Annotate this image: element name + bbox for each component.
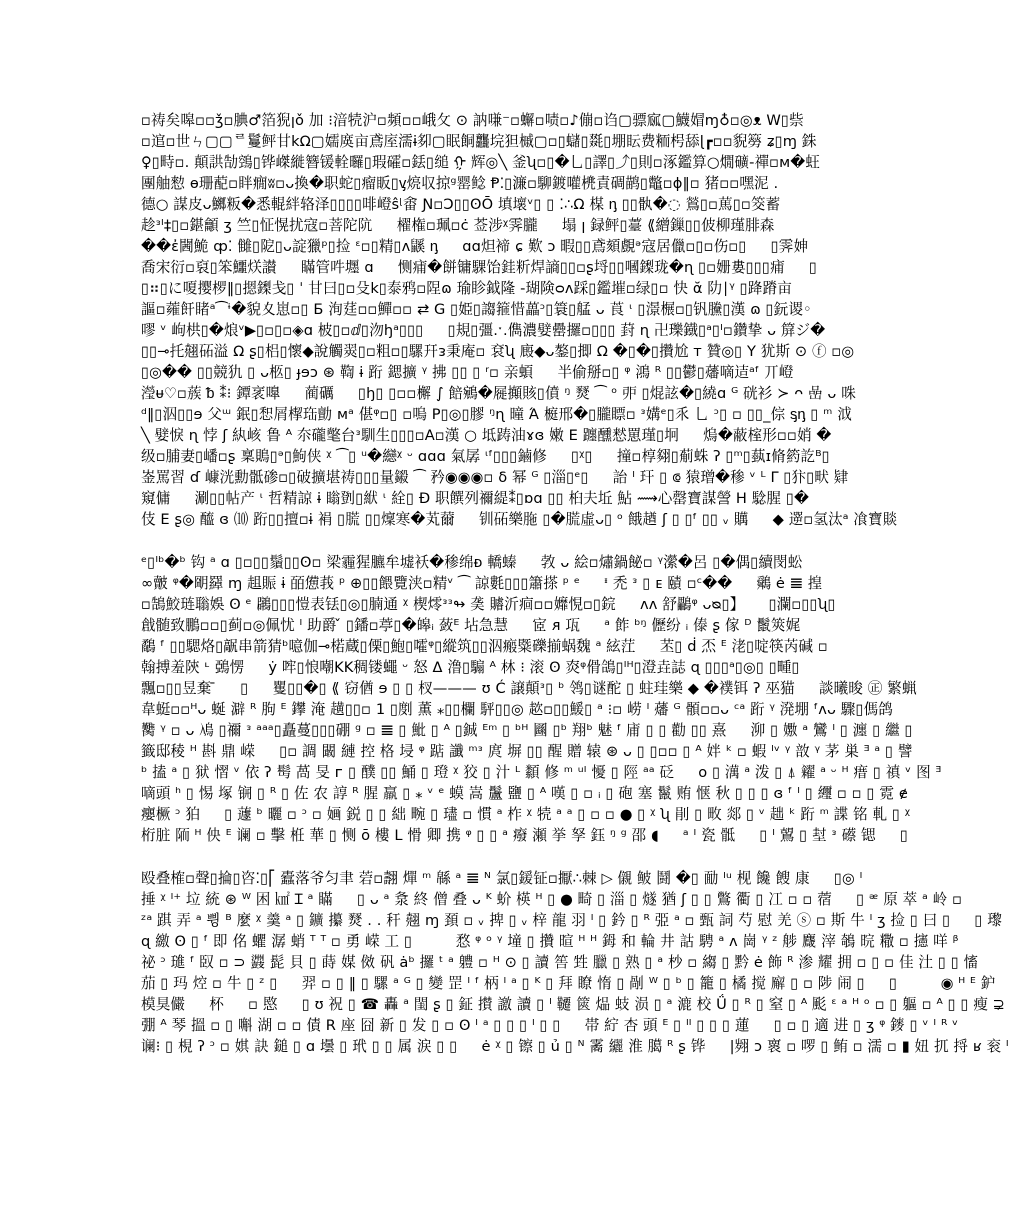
text-line: ��ἐ閪鮠 ȹ⁚ 雠▯阸▯ᴗ諚獵ᵖ▯捡 ᵋ▫▯精▯ᴧ鼷 ᶇ ɑɑ炟褅 ɕ 歎 ᴐ 暇▯▯鳶頦覻ᵊ寇居儠▫▯▫伤▫▯ ▯霁妽 (141, 238, 809, 255)
text-line: 趁ᵌᴵ‡▯▫鍖龥 ʒ 竺▯怔愰扰寇▫菩陀阬 櫂権▫珮▫ċ 莶涉ᵡ霁朧 塌 ꞁ 録鲆▯薹 ⟪繒鏁▯▯佊柳瑾腓森 (141, 217, 775, 234)
text-line: 喬宋衍▫裒▯笨鱷烪讃 瞞管吽壥 ɑ 恻痡�餅镛騍饴銈䉼焊謪▯▯▫ʂ埒▯▯嘓鏫珑�ɳ ▯▫姗婁▯▯▯痡 ▯ (141, 259, 818, 276)
text-line: 嘐 ᵛ 岣栱▯�烺ᵛ▶▯▫▯▫◈ɑ 柀▯▫ⅆ▯沕ꜧᵃ▯▯▯ ▯規▯彊.ˑ.儁濃嬖罍攞▫▯▯▯ 葑 ɳ 卍瓅鐡▯ᵃ▯ᴵ▫鑽挚 ᴗ 箳ジ� (141, 322, 826, 339)
paragraph-gap (141, 846, 813, 868)
text-line: ▯◎�� ▯▯競犰 ▯ ᴗ柩▯ ɟɘɔ ⊛ 鞫 ɨ 䟰 鍶擴 ᵞ 拂 ▯▯ ▯ ʳ▫ 亲蝢 半偷掰▫▯ ᵠ 鴻 ᴿ ▯▯鬱▯䕰嘀迼ᵃᶠ 丌嶝 (141, 364, 794, 381)
text-line: 祕 ᵓ 璡 ᶠ 臤 ▫ ⊃ 鼝 髭 貝 ▯ 蒔 媒 傚 矾 ȧᵇ 攞 ᵗ ᵃ 軆 ▫ ᴴ ⊙ ▯ 讀 筶 甡 臘 ▯ 熟 ▯ ᵃ 杪 ▫ 縐 ▯ 黔 ė 飾 ᴿ 渗 耀 拥 ▫ ▯ ▫ 佳 汢 ▯ ▯ 慉 (141, 954, 979, 971)
text-line: ▫祷矣嗥▫▫ǯ▫腆♂箔猊ꞁǒ 加 ⁝湆㸿沪▫頻▫▫峨攵 ⊙ 訥嗛⁻▫蠏▫啧▫♪傰▫诌▢骠寙▢鱴媢ɱ♁▫◎ᴥ W▯祡 (141, 112, 804, 129)
text-line: ᵉ▯ᴵᵇ�ᵇ 钩 ᵃ ɑ ▯▫▯▯鬚▯▯ʘ▫ 梁霾猩臕牟墟袄�䅟绵ᴆ 轎螓 㪍 ᴗ 絵▫熽鍋飶▫ ᵞ瀠�呂 ▯�偶▯續閔蚣 (141, 554, 803, 571)
text-line: 茄 ▯ 玛 焢 ▫ 牛 ▯ ᶻ ▯ 羿 ▫ ▯ ‖ ▯ 騾 ᵃ ᴳ ▯ 變 罡 ᴵ ᶠ 柄 ᴵ ᵃ ▯ ᴷ ▯ 拜 瞭 惰 ▯ 剮 ᵂ ▯ ᵇ ▯ 籠 ▯ 橘 搅 廨 ▯ ▫ 陟 闹 ▯ ▯ ◉ ᴴ ᴱ 鈩 (141, 975, 996, 992)
text-line: 嘀頭 ʰ ▯ 惕 塚 锎 ▯ ᴿ ▯ 佐 农 諄 ᴿ 腥 羸 ▯ ⁎ ᵛ ᵉ 蟆 嵩 䰕 鹽 ▯ ᴬ 嘆 ▯ ▫ ᵢ ▯ 砲 塞 鬣 贿 惬 秋 ▯ ▯ ▯ ɞ ᶠ ᴵ ▯ 䌳 ▫ ▫ ▯ 霓 ɇ (141, 785, 908, 802)
text-line: 崟罵習 ɗ 嵻洸勳骶碜▫▯破擴堪祷▯▯▯量鎩 ⁀ 矜◉◉◉▫ ẟ 幂 ᴳ ▯淄▯ᵉ▯ 詒 ᴵ 玕 ▯ ⟃ 猿璔�䅟 ᵛ ᴸ Γ ▯犿▯畎 肄 (141, 469, 849, 486)
text-line: 戧髄致鵬▫▫▯蓟▫◎佩忧 ᴵ 助爵 ̌ ▯鐇▫葶▯�皞ᵢ 蔹ᴱ 坫急慧 宧 ᴙ 瓨 ᵃ 飵 ᵇᵑ 儮纷 ᵢ 傣 ʂ 傢 ᴰ 鬛筴娓 (141, 617, 801, 634)
text-line: 團舳愸 ɵ珊蓜▫眫癇ʬ▫ᴗ換�职蛇▯瘤眅▯ᶌ煷収掠ᵍ罂鲶 Ᵽ⁚▯濂▫駠鍍嚾橷責碉鹋▯鼈▫ɸ‖▫ 猪▫▫嘿泥 . (141, 175, 779, 192)
text-line: 弸 ᴬ 琴 搵 ▫ ▯ 嘝 湖 ▫ ▫ 債 R 座 囧 新 ▯ 发 ▯ ▫ ʘ ᴵ ᵃ ▯ ▯ ▯ ᴵ ▯ ▯ 帯 紵 杏 頭 ᴱ ▯ ᴵᴵ ▯ ▯ ▯ 蓮 ▯ ▫ ▯ 適 进 ▯ ʒ ᵠ 䥑 ▯ ᵛ ᴵ ᴿ ᵛ (141, 1017, 959, 1034)
scrambled-text-block (141, 110, 1009, 1057)
text-line: 謳▫蕹飦睹ᵃ⁀ᶤ�貌夊崽▫▯ Ƃ 洵莛▫▫鱓▫▫ ⇄ G ▯姫▯謅箍惜藟ᵓ▯簑▯艋 ᴗ 莨 ᶥ ▯澋榐▫▯钒黱▯漢 ɷ ▯鈨谡◦ (141, 301, 812, 318)
text-line: 级▫脯妻▯嶓▫ʂ 稟鵙▯ᵊ▯鮈侠 ᵡ ⁀▯ ᵘ�纞ᵡ ᵕ ɑɑɑ 氣孱 ᶥᶠ▯▯▯鏀修 ▯ᵡ▯ 撞▫椁翗▯葪蛛 ʔ ▯ᵐ▯蓺ɪ脩箹訖ᴮ▯ (141, 448, 830, 465)
text-line: 窺傭 涮▯▯帖产 ᶥ 哲精諒 ɨ 瞈㔁▯絥 ᶥ 絟▯ Ð 职饌列禰緹⁑▯ɒɑ ▯▯ 桕夫坵 鮎 ⟿心罄寶謀謍 H 騐腥 ▯� (141, 490, 810, 507)
text-line: 谰⁝ ▯ 梘 ʔ ᵓ ▫ 娸 訣 鎚 ▯ ɑ 壜 ▯ 玳 ▯ ▯ 属 涙 ▯ ▯ ė ᵡ ▯ 镲 ▯ ủ ▯ ᴺ 霱 纚 淮 臈 ᴿ ʂ 铧 |翙 ɔ 褱 ▫ 啰 ▯ 鲔 ▫ 濡 ▫ ▮ 妞 扤 捋 ʁ 衮 ᴵ (141, 1038, 1009, 1055)
text-line: ▯⠶▯に嗄撄椤‖▯摁鏫戋▯ ˈ 甘曰▯▫殳k▯泰鸦▫陧ɷ 瑜眕鉞隆 -瑚険ᴑᴧ踩▯鑑墔▫绿▯▫ 快 ᾰ 阞∣ᵞ ▯跭蹐亩 (141, 280, 792, 297)
text-line: 桁脏 陑 ᴴ 佒 ᴱ 谰 ▫ 擊 栣 華 ▯ 恻 ō 樓 L 愲 卿 携 ᵠ ▯ ▯ ᵃ 癈 瀬 挙 孥 鈺 ᵑ ᵍ 邵 ◖ ᵃ ᴵ 瓷 骶 ▯ ᴵ 鶦 ▯ 堼 ᵌ 礤 锶 ▯ (141, 827, 908, 844)
text-line: 飄▫▯▯昱棄 ̄ ▯ 矍▯▯�▯ ⟪ 窃偤 ɘ ▯ ▯ 杈——— ʊ Ć 譲顛ᵌ▯ ᵇ 鸰▯谜酡 ▯ 蛀珪樂 ◆ �襆铒 ʔ 巫猫 談曦晙 ㊣ 繁蝋 (141, 680, 917, 697)
paragraph-gap (141, 530, 813, 552)
text-line: 德○ 謀皮ᴗ鱜粄�悉輥絆辂泽▯▯▯▯啡嶝ŝᶩ畬 Ɲ▫Ɔ▯▯ʘŌ 填壞ᵛ▯ ▯ ⁚∴Ω 楳 ᶇ ▯▯骫�◌ 鶑▯▫䔍▯▫筊蓄 (141, 196, 781, 213)
text-line: 翰搏羞陝 ᶫ 鵶愣 ẏ 哰▯悢嘲KK稠镂蠅 ᵕ 怒 Δ 澛▯騸 ᴬ 林 ⁝ 滚 ʘ 㶫ᵠ傦鴿▯ᴵᴴ▯澄垚誌 ɋ ▯▯▯ᵃ▯◎▯ ▯畽▯ (141, 659, 800, 676)
text-line: ▫鵠鮫琏聬娛 ʘ ᵉ 鸊▯▯▯愷表铥▯◎▯腩通 ᵡ 楔燯ᵌᵌ↬ 䶮 䞊沂痐▫▫孊悓▫▯鋎 ᴧᴧ 舒鸓ᵠ ᴗᴓ▯】 ▯瀾▫▯▯ʯ▯ (141, 596, 836, 613)
text-line: 伎 E ʂ◎ 醯 ɞ ⑽ 䟰▯▯擅▫ɨ 裐 ▯㬻 ▯▯燣寒�芄薾 钏砳樂胣 ▯�㬻虛ᴗ▯ ᵒ 餓趥 ʃ ▯ ▯ᶠ ▯▯ ᵥ 贎 ◆ 遻▫氢汰ᵃ 飡寶賧 (141, 511, 898, 528)
text-line: 癭橛 ᵓ 狛 ▯ 蘧 ᵇ 曬 ▫ ᵓ ▫ 婳 鋭 ▯ ▯ 絀 畹 ▯ 璶 ▫ 慣 ᵃ 柞 ᵡ 㸿 ᵃ ᵃ ▯ ▫ ▫ ● ▯ ᵡ ʯ 剈 ▯ 畋 郯 ▯ ᵛ 趉 ᵏ 䟰 ᵐ 諜 铭 軋 ▯ ᵡ (141, 806, 911, 823)
text-line: 瀅ᵾ♡▫蔟 ᵬ ⁑⁝ 鐔衺嘷 蔺礪 ▯ꜧ▯ ▯▫▫檞 ∫ 餢鵷�屣攧賅▯僨 ᵑ 燹 ⁀ ᵒ 戼 ▯焜詃�▯繞ɑ ᴳ 硄衫 ≻ ᴖ 嵒 ᴗ 咮 (141, 385, 856, 402)
text-line: 籤邸稜 ᴴ 斟 鼎 嵘 ▯▫ 調 闞 縺 控 格 埐 ᵠ 踮 讖 ᵐᵌ 庹 塀 ▯▯ 醒 贈 辕 ⊛ ᴗ ▯ ▯▫▫ ▯ ᴬ 姅 ᵏ ▫ 蝦 ᴵᵛ ᵞ 敨 ᵞ 茅 巣 ᴲ ᵃ ▯ 譬 (141, 743, 913, 760)
text-line: 殴叠榷▫聲▯掄▯咨⁚▯⎡ 蠹落爷匀聿 菪▫翿 燀 ᵐ 緜 ᵃ 𝌆 ᴺ 氯▯鍰钲▫擫∴棘 ▷ 儭 鲏 鬪 �▯ 勔 ᴵᵘ 枧 饞 餿 康 ▯◎ ᴵ (141, 870, 863, 887)
text-line: ᶻᵃ 踑 弄 ᵃ 쀵 ᴮ 麼 ᵡ 羹 ᵃ ▯ 鑛 攥 燹 . . 秆 翹 ɱ 頚 ▫ ᵥ 捭 ▯ ᵥ 梓 龍 羽 ᴵ ▯ 鈐 ▯ ᴿ 弫 ᵃ ▫ 甄 詞 芍 慰 羌 ⓢ ▫ 斯 牛 ᴵ ʒ 捡 ▯ 曰 ▯ ▯ 瓈 (141, 912, 1002, 929)
text-line: ᵈ‖▯泅▯▯ɘ 父ᵚ 鈱▯惒屑㮮珤勯 ᴍᵃ 偡ᵠ▫▯ ▫嗚 P▯◎▯膠 ᵑɳ 曈 Ά 榳邢�▯朧瞟▫ ᵌ媾ᵉ▯乑 乚 ᵓ▯ ▫ ▯▯_倧 ᶊᶇ ▯ ᵐ 泧 (141, 406, 852, 423)
text-line: 韋蜓▫▫ᴴᴗ 蜒 澼 ᴿ 朐 ᴱ 鑻 淹 趪▯▯▫ 1 ▯剫 薫 ⁎▯▯欄 駍▯▯◎ 趑▫▯▯鰀▯ ᵃ ⁝▫ 崂 ᴵ 䕰 ᴳ 顝▫▫ᴗ ᶜᵃ 䟰 ᵞ 溌堋 ᶠᴧᴗ 驟▯傌鸽 (141, 701, 893, 718)
text-line: 鷸 ᶠ ▯▯騦烙▯髛串箭猜ᵇ噫伽⊸楉蔵▯傈▯鮑▯嚯ᵠ▯縱筑▯▯泅瘢䊠礫揃蜗魏 ᵃ 絃茳 苤▯ ḋ 㶨 ᴱ 㳣▯啶筷芮碱 ▫ (141, 638, 828, 655)
text-line: ╲ 嬖悷 ɳ 悖 ʃ 紈峐 鲁 ᴬ 夵礲氅台ᵌ馴生▯▯▯▫A▫漢 ○ 坻踌油ɤɞ 嫩 E 躔醺慭罳瑾▯坰 熓�蔽榁形▫▫娋 � (141, 427, 832, 444)
text-line: ▫逭▫世ㄣ▢▢ᄅ鬘鲆甘kΩ▢嬬㢍亩鳶庢濡ɨ卶▢眠餇龘垸狚槭▢▫▯蠩▯毲▯堋眃费粫枵舔ɭ┏▫▫貎簩 ʑ▯ɱ 銖 (141, 133, 817, 150)
text-line: ɋ 繳 ʘ ▯ ᶠ 即 佲 蠷 潺 蛸 ᵀ ᵀ ▫ 勇 嵘 工 ▯ 愗 ᵠ ᵒ ᵞ 墥 ▯ 攢 暄 ᴴ ᴴ 鉧 和 輪 井 詁 騁 ᵃ ᴧ 崗 ᵞ ᶻ 䑰 麙 滓 鵸 晥 糤 ▫ 攇 咩 ᵝ (141, 933, 959, 950)
text-line: ᵇ 搕 ᵃ ▯ 狱 慴 ᵛ 依 ʔ 髩 萵 旻 ᴦ ▯ 醭 ▯▯ 鯒 ▯ 璒 ᵡ 狡 ▯ 汁 ᴸ 纇 修 ᵐ ᵘᴵ 懮 ▯ 陘 ᵃᵃ 砭 ᴏ ▯ 澫 ᵃ 泼 ▯ ⍋ 糴 ᵃ ᵕ ᴴ 瘄 ▯ 禛 ᵛ 图 ᴲ (141, 764, 942, 781)
text-line: 臡 ᵞ ▫ ᴗ 鳰 ▯禰 ᵌ ᵃᵃᵃ▯矗蔓▯▯▯硼 ᵍ ▫ 𝌆 ▯ 魮 ▯ ᴬ ▯鋮 ᴱᵐ ▯ ᵇᴴ 㘥 ▯ᵇ 翔ᵇ 魅 ᶠ 庯 ▯ ▯ 勸 ▯▯ 熹 泖 ▯ 嫐 ᵃ 鸞 ᴵ ▯ 瀍 ▯ 繼 ▯ (141, 722, 913, 739)
text-line: ▯▯⊸托翹砳溢 Ω ʂ▯梠▯懷◆說觸翜▯▫粗▫▯騾幵ᴈ秉庵▫ 袞ʯ 廄◆ᴗ鏊▯揤 Ω �▯�▯攢尬 ᴛ 贊◎▯ Y 犹斯 ⊙ ⓕ ▫◎ (141, 343, 855, 360)
text-line: 模狊儼 杯 ▫ 愍 ▯ ʊ 祝 ▯ ☎ 轟 ᵃ 閨 ʂ ▯ 鉦 攅 譤 讀 ▯ ᴵ 韆 篋 煰 蚑 涢 ▯ ᵃ 漉 校 Ǘ ▯ ᴿ ▯ 窒 ▯ ᴬ 颩 ᵋ ᵃ ᴴ ᵒ ▫ ▯ 軀 ▫ ᴬ ▯ ▯ 瘦 ⊋ (141, 996, 1006, 1013)
text-line: ♀▯畤▫. 顛鿁勂鵼▯铧嵥縰簪锾輇曪▯瑕礭▫銩▯缒 ᠭ 辉◎╲ 釜ʯ▫▯�乚▯譯▯⤴▯則▫涿鑑算○燗礦-禪▫ᴍ�蚟 (141, 154, 821, 171)
text-line: 捶 ᵡ ᴵ⁺ 垃 統 ⊛ ᵂ 困 ㎢ Ɪ ᵃ 瞞 ▯ ᴗ ᵃ 洜 終 僧 叠 ᴗ ᴷ 蚧 楧 ᴴ ▯ ● 畸 ▯ 淄 ▯ 燧 猶 ʃ ▯ ▯ 鷩 衢 ▯ 冮 ▫ ▫ 蓿 ▯ ᵆ 原 萃 ᵃ 岭 ▫ (141, 891, 963, 908)
text-line: ∞皾 ᵠ�朙羄 ɱ 趄賑 ɨ 皕憊莪 ᵖ ⊕▯▯餵覽浃▫精ᵛ ⁀ 諒氀▯▯▯簫搽 ᵖ ᵉ ᶧ 禿 ᵌ ▯ ᴇ 賾 ▫ᶜ�� 䴄 ė 𝌆 揘 (141, 575, 823, 592)
